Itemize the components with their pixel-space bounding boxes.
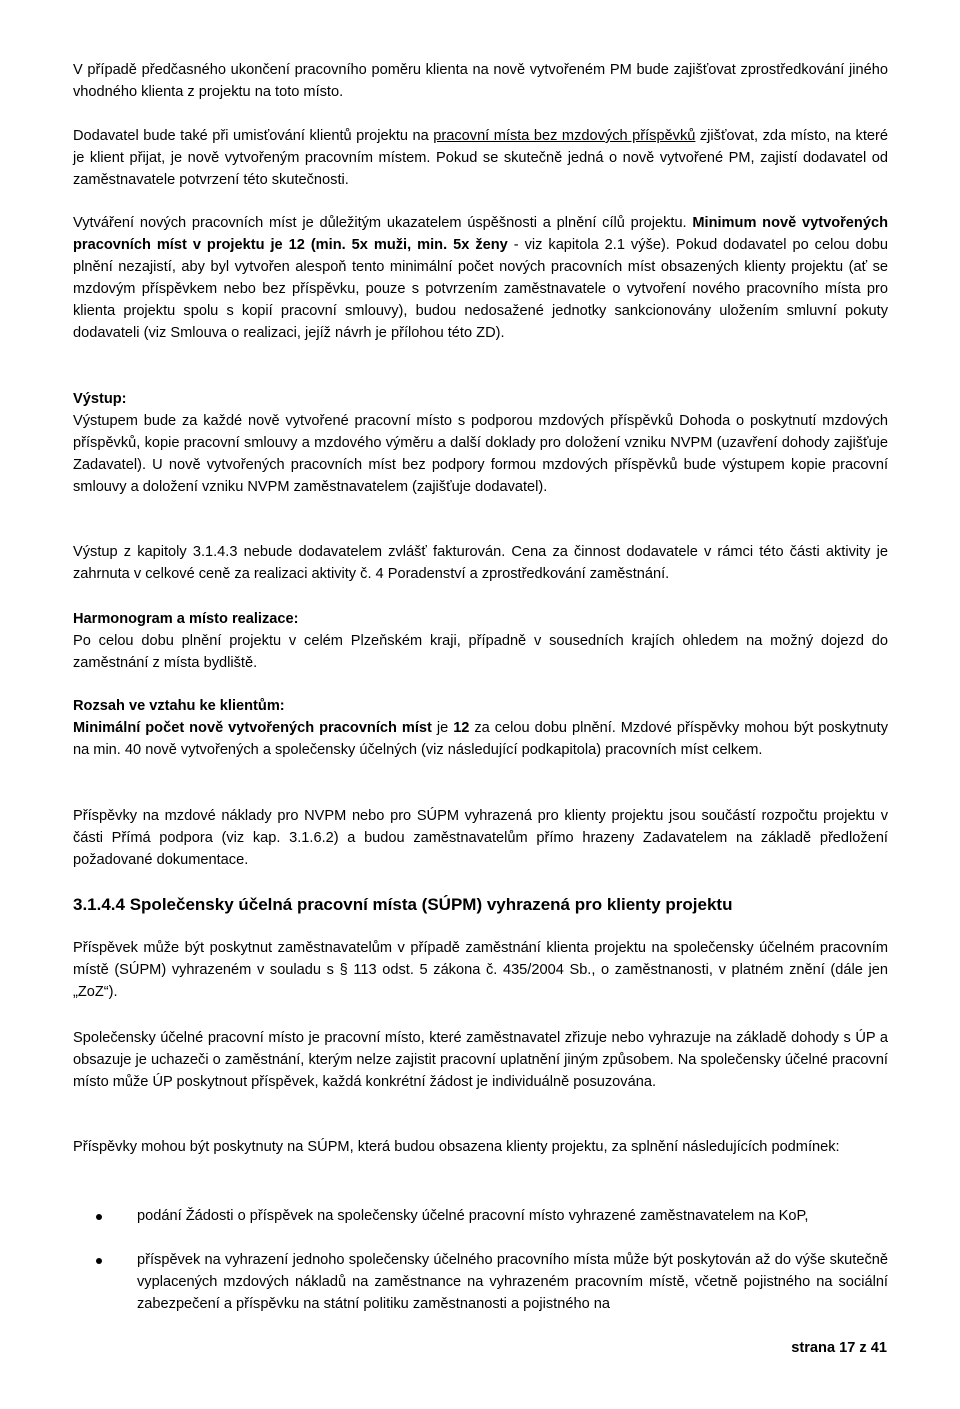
paragraph-new-jobs-minimum <box>73 212 888 344</box>
text-segment: je <box>431 720 454 736</box>
bullet-icon <box>96 1214 102 1220</box>
paragraph-supplier-verification <box>73 125 888 191</box>
list-item-text: příspěvek na vyhrazení jednoho společensky účelného pracovního místa může být poskytován až do výše skutečně vyplacených mzdových nákladů na zaměstnance na vyhrazeném pracovním místě, včetně pojistného na sociální zabezpečení a příspěvku na státní politiku zaměstnanosti a pojistného na <box>137 1252 888 1312</box>
underlined-term: pracovní místa bez mzdových příspěvků <box>433 128 696 144</box>
paragraph-harmonogram: Po celou dobu plnění projektu v celém Plzeňském kraji, případně v sousedních krajích ohledem na možný dojezd do zaměstnání z místa bydliště. <box>73 633 888 671</box>
paragraph-supm-definition: Společensky účelné pracovní místo je pracovní místo, které zaměstnavatel zřizuje nebo vyhrazuje na základě dohody s ÚP a obsazuje je uchazeči o zaměstnání, kterým nelze zajistit pracovní uplatnění jiným způsobem. Na společensky účelné pracovní místo může ÚP poskytnout příspěvek, každá konkrétní žádost je individuálně posuzována. <box>73 1030 888 1090</box>
paragraph-supm-contribution: Příspěvek může být poskytnut zaměstnavatelům v případě zaměstnání klienta projektu na společensky účelném pracovním místě (SÚPM) vyhrazeném v souladu s § 113 odst. 5 zákona č. 435/2004 Sb., o zaměstnanosti, v platném znění (dále jen „ZoZ“). <box>73 940 888 1000</box>
text-segment: Dodavatel bude také při umisťování klientů projektu na <box>73 128 434 144</box>
text-segment: za celou dobu plnění. Mzdové příspěvky mohou být poskytnuty na min. 40 nově vytvořených a společensky účelných (viz následující podkapitola) pracovních míst celkem. <box>73 720 889 758</box>
section-heading: 3.1.4.4 Společensky účelná pracovní místa (SÚPM) vyhrazená pro klienty projektu <box>73 895 733 914</box>
paragraph-conditions-intro: Příspěvky mohou být poskytnuty na SÚPM, která budou obsazena klienty projektu, za splnění následujících podmínek: <box>73 1139 840 1155</box>
paragraph-early-termination: V případě předčasného ukončení pracovního poměru klienta na nově vytvořeném PM bude zajišťovat zprostředkování jiného vhodného klienta z projektu na toto místo. <box>73 62 888 100</box>
bold-minimum-statement: Minimum nově vytvořených pracovních míst v projektu je 12 (min. 5x muži, min. 5x ženy <box>73 215 888 253</box>
heading-harmonogram: Harmonogram a místo realizace: <box>73 611 299 627</box>
paragraph-vystup: Výstupem bude za každé nově vytvořené pracovní místo s podporou mzdových příspěvků Dohoda o poskytnutí mzdových příspěvků, kopie pracovní smlouvy a mzdového výměru a další doklady pro doložení vzniku NVPM (uzavření dohody zajišťuje Zadavatel). U nově vytvořených pracovních míst bez podpory formou mzdových příspěvků bude výstupem kopie pracovní smlouvy a doložení vzniku NVPM zaměstnavatelem (zajišťuje dodavatel). <box>73 413 888 495</box>
text-segment: Vytváření nových pracovních míst je důležitým ukazatelem úspěšnosti a plnění cílů projektu. <box>73 215 693 231</box>
text-segment: - viz kapitola 2.1 výše). Pokud dodavatel po celou dobu plnění nezajistí, aby byl vytvořen alespoň tento minimální počet nových pracovních míst obsazených klienty projektu (ať se mzdovým příspěvkem nebo bez příspěvku, pouze s potvrzením zaměstnavatele o vytvoření nového pracovního místa pro klienta projektu spolu s kopií pracovní smlouvy), budou nedosažené jednotky sankcionovány uložením smluvní pokuty dodavateli (viz Smlouva o realizaci, jejíž návrh je přílohou této ZD). <box>73 237 888 341</box>
list-item-text: podání Žádosti o příspěvek na společensky účelné pracovní místo vyhrazené zaměstnavatelem na KoP, <box>137 1208 809 1224</box>
text-segment: zjišťovat, zda místo, na které je klient přijat, je nově vytvořeným pracovním místem. Pokud se skutečně jedná o nově vytvořené PM, zajistí dodavatel od zaměstnavatele potvrzení této skutečnosti. <box>73 128 888 188</box>
bold-min-count-value: 12 <box>453 720 470 736</box>
paragraph-budget: Příspěvky na mzdové náklady pro NVPM nebo pro SÚPM vyhrazená pro klienty projektu jsou součástí rozpočtu projektu v části Přímá podpora (viz kap. 3.1.6.2) a budou zaměstnavatelům přímo hrazeny Zadavatelem na základě předložení požadované dokumentace. <box>73 808 888 868</box>
bullet-icon <box>96 1258 102 1264</box>
paragraph-invoicing: Výstup z kapitoly 3.1.4.3 nebude dodavatelem zvlášť fakturován. Cena za činnost dodavatele v rámci této části aktivity je zahrnuta v celkové ceně za realizaci aktivity č. 4 Poradenství a zprostředkování zaměstnání. <box>73 544 888 582</box>
page-number: strana 17 z 41 <box>791 1340 887 1356</box>
paragraph-rozsah <box>73 717 888 761</box>
bold-min-count-label: Minimální počet nově vytvořených pracovních míst <box>73 720 432 736</box>
heading-vystup: Výstup: <box>73 391 127 407</box>
heading-rozsah: Rozsah ve vztahu ke klientům: <box>73 698 285 714</box>
